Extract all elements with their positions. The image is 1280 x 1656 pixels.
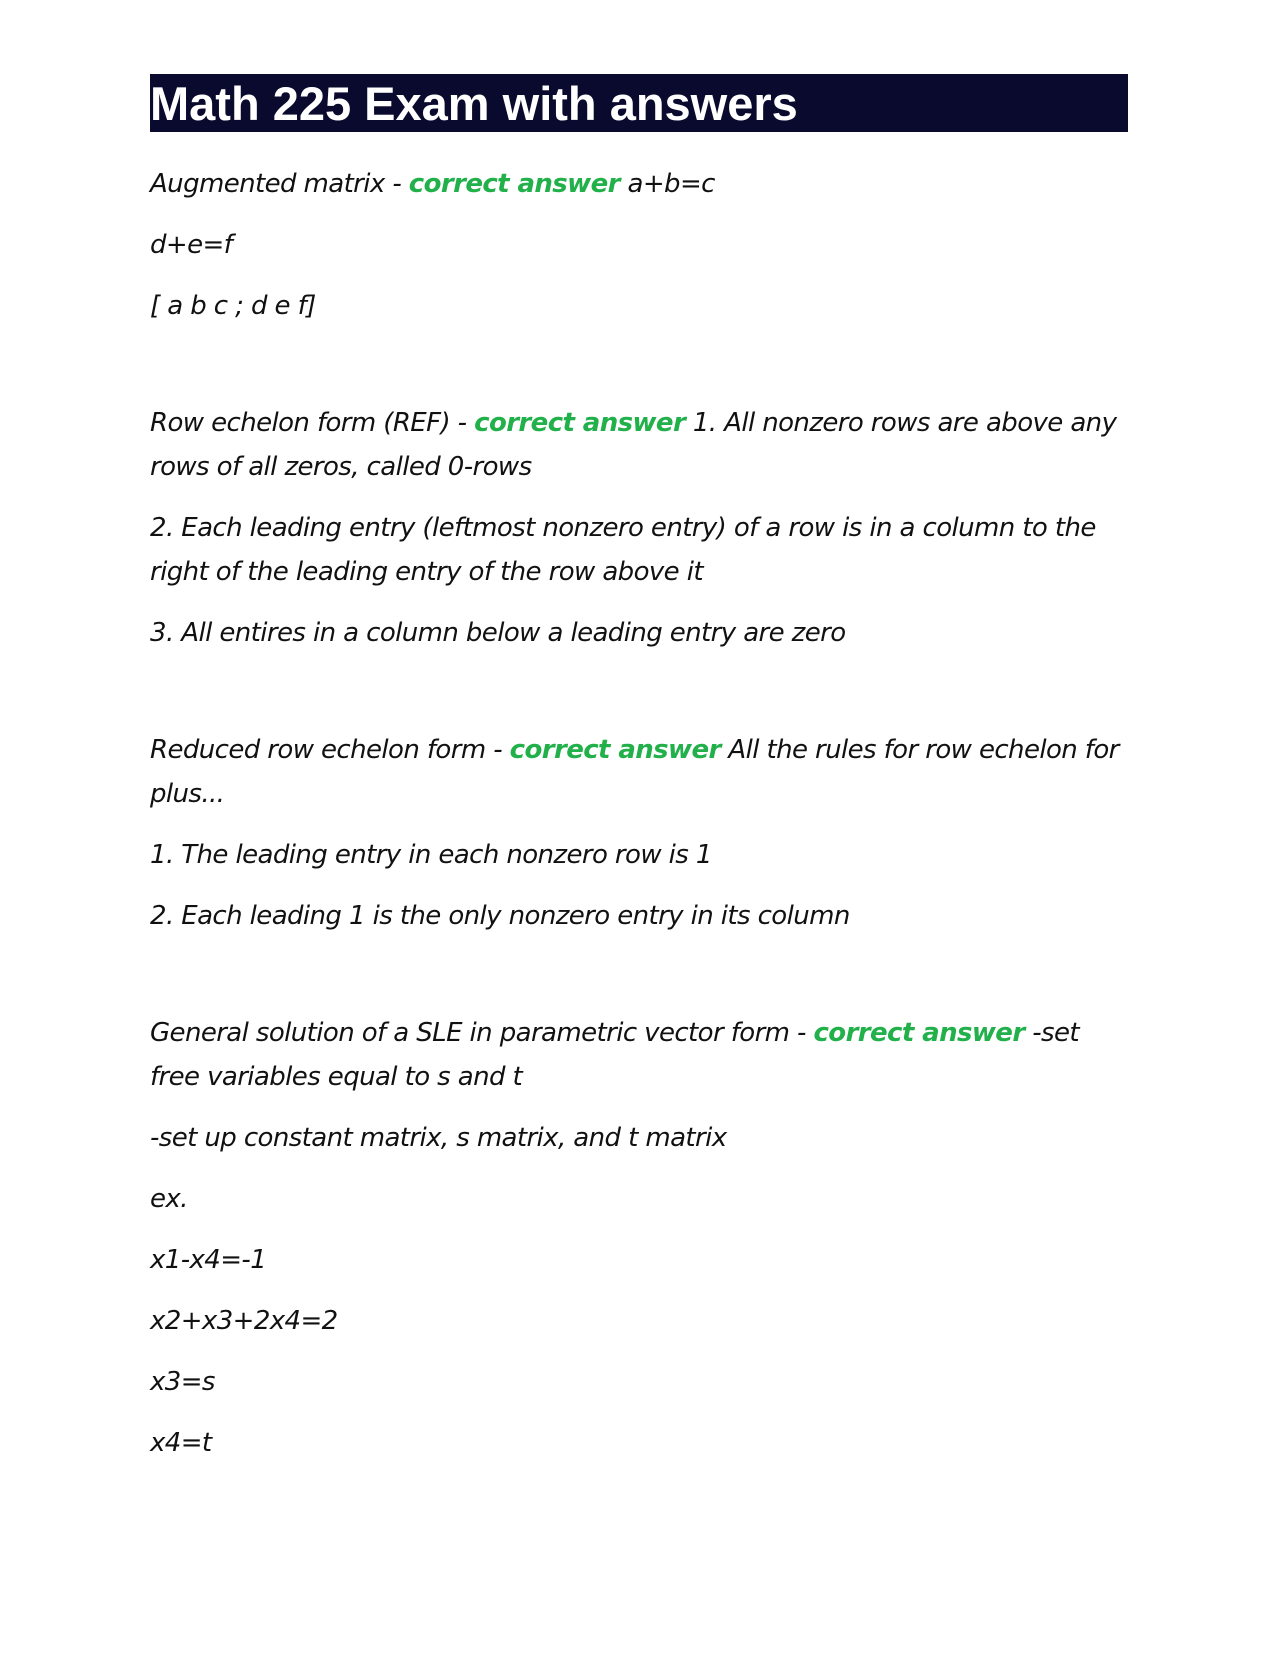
answer-text: a+b=c <box>619 169 715 199</box>
answer-label: correct answer <box>408 169 620 199</box>
answer-line: 1. The leading entry in each nonzero row is 1 <box>150 840 712 870</box>
answer-text: 1. All nonzero rows are above any rows of all zeros, called 0-rows <box>150 408 1117 482</box>
answer-label: correct answer <box>509 735 721 765</box>
qa-question <box>150 728 1128 833</box>
qa-question <box>150 1011 1128 1116</box>
answer-line: x1-x4=-1 <box>150 1245 267 1275</box>
answer-line: -set up constant matrix, s matrix, and t matrix <box>150 1123 727 1153</box>
answer-label: correct answer <box>813 1018 1025 1048</box>
document-title: Math 225 Exam with answers <box>150 77 798 130</box>
answer-line: [ a b c ; d e f] <box>150 291 316 321</box>
answer-line: x3=s <box>150 1367 215 1397</box>
answer-line: 3. All entires in a column below a leading entry are zero <box>150 618 846 648</box>
qa-section-augmented-matrix <box>150 162 1128 345</box>
qa-section-row-echelon-form <box>150 401 1128 672</box>
qa-question <box>150 162 1128 223</box>
qa-section-reduced-row-echelon-form <box>150 728 1128 955</box>
qa-question <box>150 401 1128 506</box>
qa-section-general-solution <box>150 1011 1128 1482</box>
answer-line: 2. Each leading 1 is the only nonzero entry in its column <box>150 901 850 931</box>
answer-line: d+e=f <box>150 230 233 260</box>
answer-line: 2. Each leading entry (leftmost nonzero entry) of a row is in a column to the right of the leading entry of the row above it <box>150 513 1096 587</box>
document-page <box>150 74 1128 1482</box>
term-text: Reduced row echelon form - <box>150 735 510 765</box>
title-bar <box>150 74 1128 132</box>
answer-line: x4=t <box>150 1428 212 1458</box>
term-text: General solution of a SLE in parametric vector form - <box>150 1018 814 1048</box>
answer-line: ex. <box>150 1184 188 1214</box>
document-content <box>150 162 1128 1482</box>
answer-label: correct answer <box>474 408 686 438</box>
answer-line: x2+x3+2x4=2 <box>150 1306 338 1336</box>
answer-text: All the rules for row echelon for plus... <box>150 735 1119 809</box>
term-text: Row echelon form (REF) - <box>150 408 475 438</box>
answer-text: -set free variables equal to s and t <box>150 1018 1079 1092</box>
term-text: Augmented matrix - <box>150 169 409 199</box>
